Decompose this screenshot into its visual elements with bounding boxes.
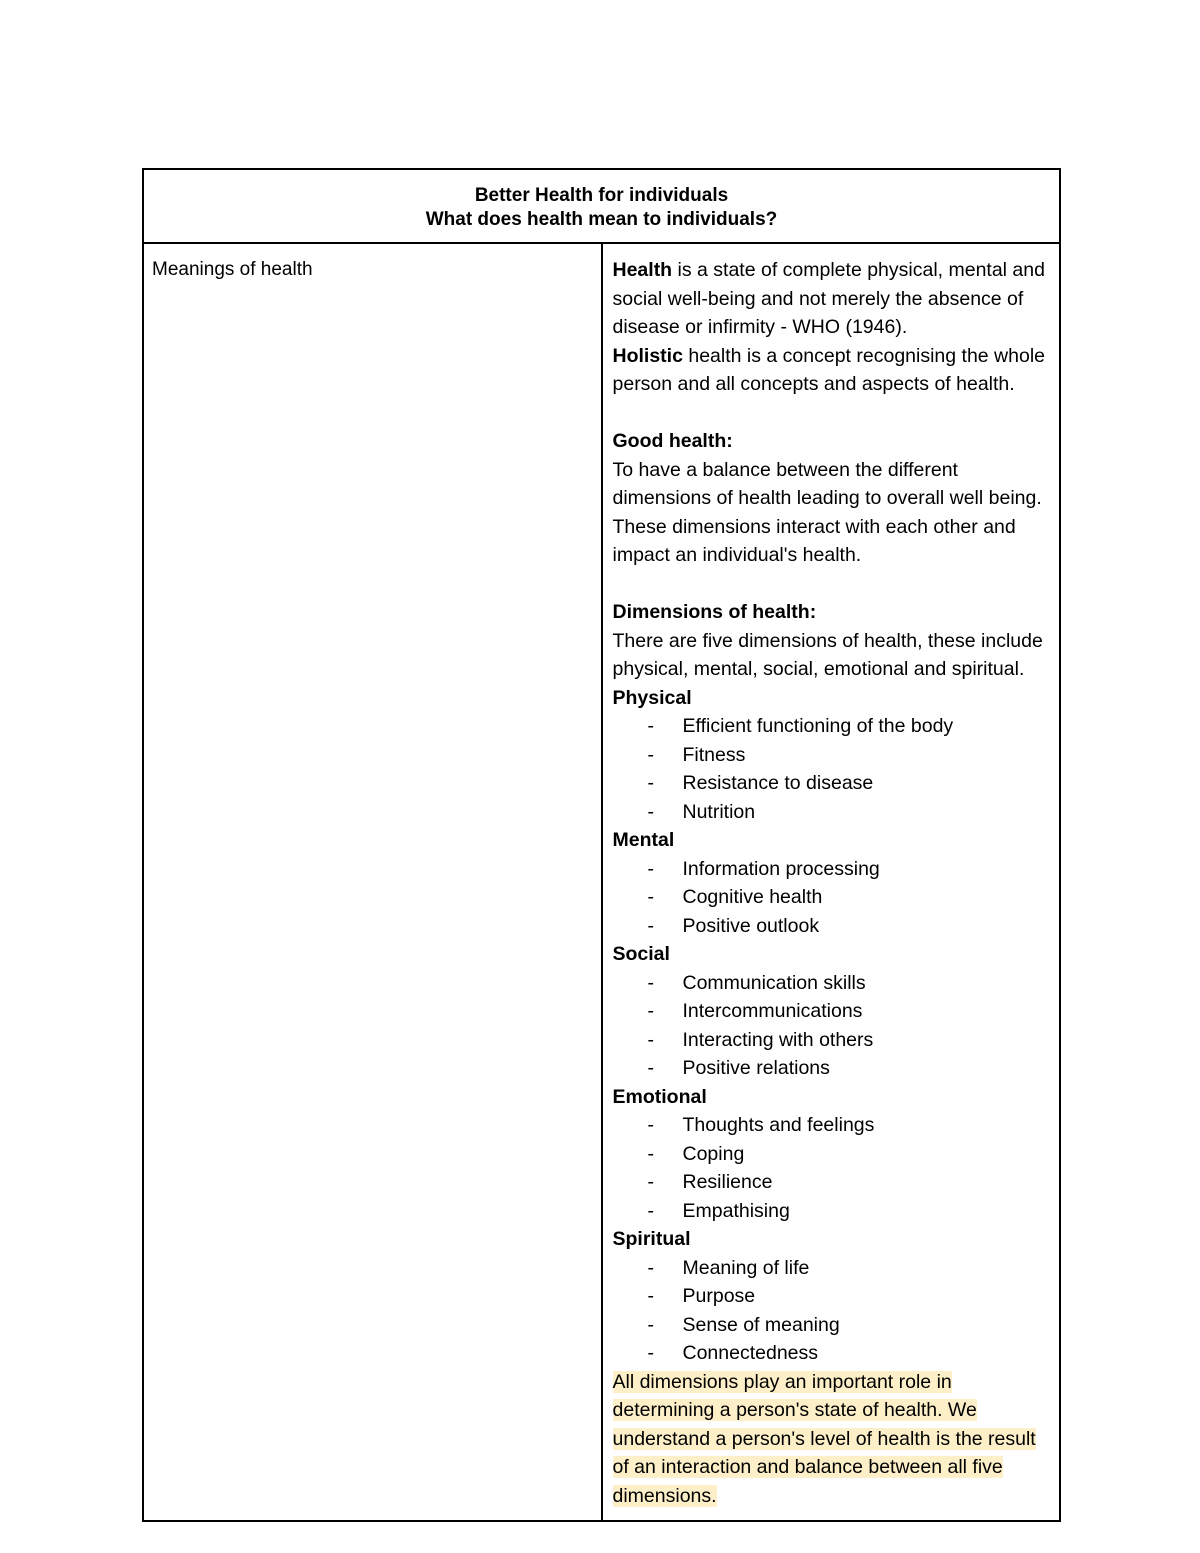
list-item-text: Cognitive health [682, 886, 823, 908]
list-item [613, 1054, 1050, 1083]
dimension-list-mental [613, 855, 1050, 941]
list-item-text: Information processing [682, 857, 880, 880]
body-row [143, 243, 1060, 1521]
dimension-title-emotional: Emotional [612, 1085, 707, 1108]
row-label: Meanings of health [152, 259, 313, 280]
row-label-cell [143, 243, 602, 1521]
list-item [613, 1254, 1050, 1283]
bullet-dash: - [647, 800, 654, 823]
spacer [613, 399, 1050, 428]
dimensions-text: There are five dimensions of health, these include physical, mental, social, emotional and spiritual. [612, 629, 1043, 680]
list-item [613, 1026, 1050, 1055]
list-item [613, 1282, 1050, 1311]
bullet-dash: - [647, 772, 654, 794]
health-term: Health [612, 259, 673, 281]
dimension-title-social: Social [612, 943, 670, 965]
list-item-text: Empathising [682, 1199, 790, 1222]
list-item-text: Connectedness [682, 1342, 819, 1364]
list-item [613, 855, 1050, 884]
dimension-title-mental: Mental [612, 829, 675, 851]
list-item [613, 712, 1050, 741]
list-item-text: Thoughts and feelings [682, 1114, 875, 1136]
list-item [613, 1311, 1050, 1340]
list-item-text: Fitness [682, 743, 746, 766]
bullet-dash: - [647, 1285, 654, 1307]
list-item [613, 741, 1050, 770]
header-cell [143, 169, 1060, 243]
bullet-dash: - [647, 1057, 654, 1079]
list-item-text: Interacting with others [682, 1028, 874, 1051]
list-item-text: Sense of meaning [682, 1313, 840, 1336]
dimension-list-physical [613, 712, 1050, 826]
bullet-dash: - [647, 886, 654, 908]
list-item [613, 1339, 1050, 1368]
list-item-text: Resistance to disease [682, 772, 874, 794]
bullet-dash: - [647, 1028, 654, 1051]
bullet-dash: - [647, 1142, 654, 1165]
bullet-dash: - [647, 1000, 654, 1022]
list-item [613, 798, 1050, 827]
content-table [142, 168, 1061, 1522]
dimension-title-spiritual: Spiritual [612, 1228, 691, 1250]
header-row [143, 169, 1060, 243]
dimension-title-physical: Physical [612, 686, 692, 709]
conclusion-text: All dimensions play an important role in determining a person's state of health. We understand a person's level of health is the result of an interaction and balance between all five dimensions. [612, 1370, 1036, 1507]
list-item [613, 1111, 1050, 1140]
document-subtitle: What does health mean to individuals? [425, 209, 778, 230]
list-item-text: Intercommunications [682, 1000, 863, 1022]
list-item [613, 769, 1050, 798]
bullet-dash: - [647, 914, 654, 937]
list-item-text: Purpose [682, 1285, 756, 1307]
holistic-definition [613, 342, 1050, 399]
row-content-cell [602, 243, 1061, 1521]
health-text: is a state of complete physical, mental and social well-being and not merely the absence of disease or infirmity - WHO (1946). [612, 259, 1045, 338]
list-item-text: Communication skills [682, 971, 866, 994]
bullet-dash: - [647, 971, 654, 994]
list-item [613, 1197, 1050, 1226]
spacer [613, 570, 1050, 599]
list-item-text: Efficient functioning of the body [682, 715, 954, 737]
document-title: Better Health for individuals [474, 185, 729, 206]
bullet-dash: - [647, 1171, 654, 1193]
good-health-text: To have a balance between the different dimensions of health leading to overall well being. These dimensions interact with each other and impact an individual's health. [612, 458, 1042, 566]
bullet-dash: - [647, 1114, 654, 1136]
bullet-dash: - [647, 1313, 654, 1336]
list-item-text: Resilience [682, 1171, 773, 1193]
dimension-list-emotional [613, 1111, 1050, 1225]
bullet-dash: - [647, 715, 654, 737]
dimension-list-social [613, 969, 1050, 1083]
list-item [613, 883, 1050, 912]
list-item [613, 1168, 1050, 1197]
list-item-text: Positive outlook [682, 914, 820, 937]
holistic-term: Holistic [612, 344, 683, 367]
list-item-text: Meaning of life [682, 1256, 810, 1279]
bullet-dash: - [647, 1342, 654, 1364]
list-item-text: Positive relations [682, 1057, 830, 1079]
list-item [613, 1140, 1050, 1169]
bullet-dash: - [647, 857, 654, 880]
dimension-groups [613, 684, 1050, 1368]
list-item [613, 997, 1050, 1026]
bullet-dash: - [647, 1256, 654, 1279]
dimension-list-spiritual [613, 1254, 1050, 1368]
conclusion-paragraph [613, 1368, 1050, 1511]
holistic-text: health is a concept recognising the whole person and all concepts and aspects of health. [612, 344, 1046, 395]
dimensions-heading: Dimensions of health: [612, 601, 817, 623]
good-health-heading: Good health: [612, 430, 733, 452]
list-item [613, 969, 1050, 998]
bullet-dash: - [647, 743, 654, 766]
health-definition [613, 256, 1050, 342]
bullet-dash: - [647, 1199, 654, 1222]
list-item-text: Nutrition [682, 800, 756, 823]
list-item [613, 912, 1050, 941]
list-item-text: Coping [682, 1142, 745, 1165]
